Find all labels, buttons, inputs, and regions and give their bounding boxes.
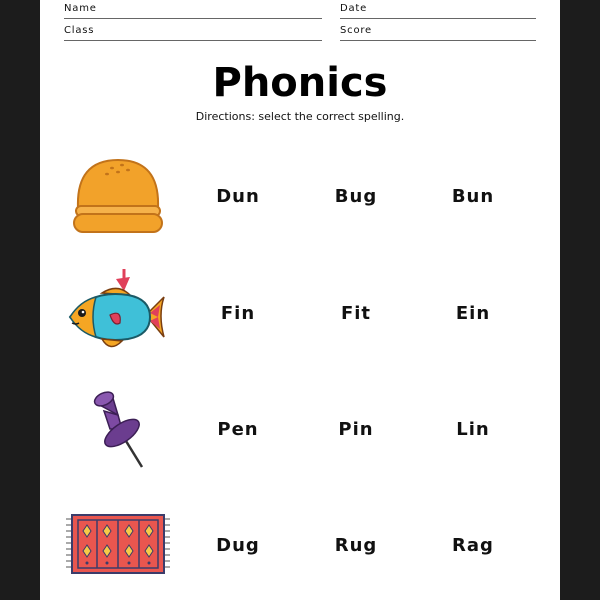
option-dun[interactable]: Dun: [216, 186, 260, 207]
option-ein[interactable]: Ein: [455, 303, 491, 324]
worksheet-page: [40, 0, 560, 600]
date-field[interactable]: [340, 2, 536, 19]
question-row-rug: [40, 505, 560, 600]
option-lin[interactable]: Lin: [456, 419, 490, 440]
score-label: Score: [340, 25, 373, 36]
date-label: Date: [340, 3, 368, 14]
question-row-pin: [40, 385, 560, 485]
option-rag[interactable]: Rag: [452, 535, 494, 556]
option-fit[interactable]: Fit: [340, 303, 372, 324]
fish-fin-icon: [60, 265, 170, 365]
class-field[interactable]: [64, 24, 322, 41]
question-row-bun: [40, 150, 560, 250]
score-field[interactable]: [340, 24, 536, 41]
hamburger-bun-icon: [60, 150, 170, 250]
page-title: Phonics: [212, 60, 388, 106]
option-pin[interactable]: Pin: [338, 419, 374, 440]
option-bug[interactable]: Bug: [334, 186, 378, 207]
option-fin[interactable]: Fin: [220, 303, 256, 324]
directions-text: Directions: select the correct spelling.: [195, 110, 405, 123]
push-pin-icon: [60, 385, 170, 485]
option-dug[interactable]: Dug: [216, 535, 260, 556]
option-bun[interactable]: Bun: [451, 186, 495, 207]
option-rug[interactable]: Rug: [334, 535, 378, 556]
name-label: Name: [64, 3, 97, 14]
rug-icon: [60, 505, 170, 600]
option-pen[interactable]: Pen: [217, 419, 259, 440]
class-label: Class: [64, 25, 95, 36]
question-row-fish: [40, 265, 560, 365]
name-field[interactable]: [64, 2, 322, 19]
